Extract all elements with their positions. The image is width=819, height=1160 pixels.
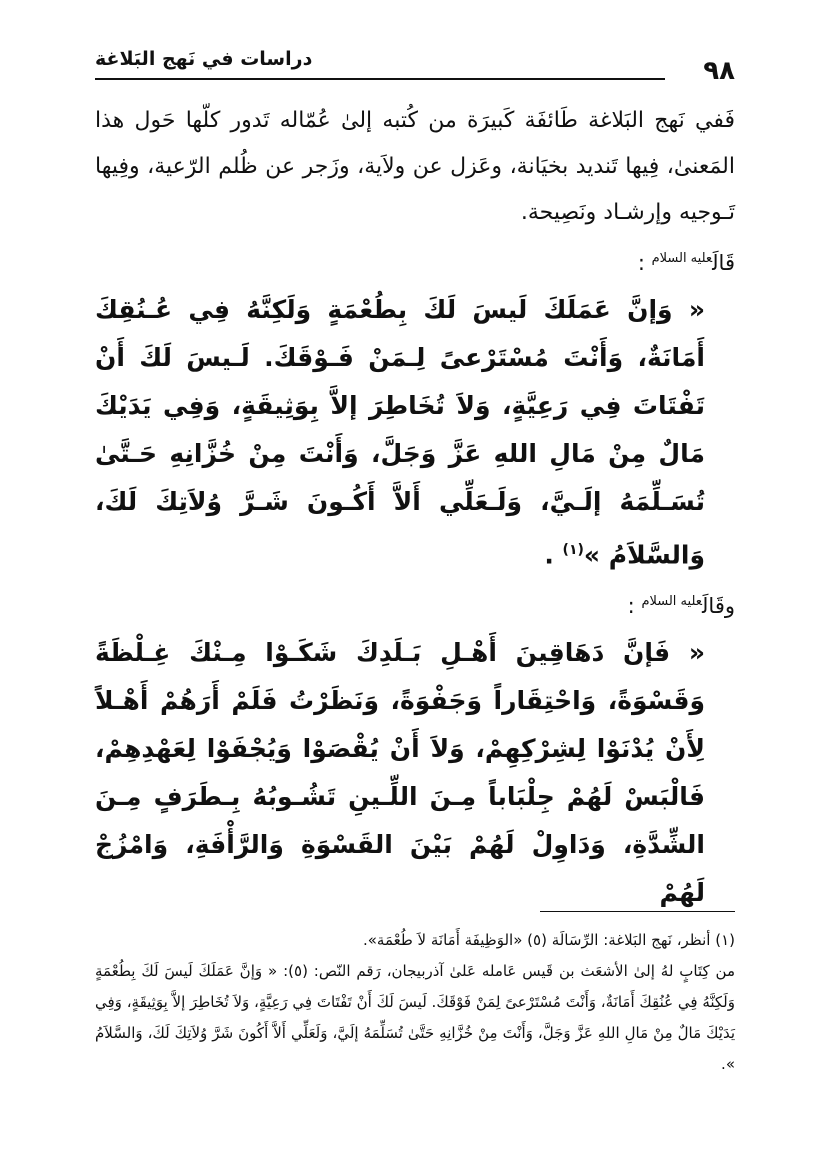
honorific-glyph: عليه السلام <box>641 594 703 610</box>
intro-paragraph: فَفي نَهج البَلاغة طَائفَة كَبيرَة من كُتبه إلىٰ عُمّاله تَدور كلّها حَول هذا المَعنىٰ، فِيها تَنديد بخيَانة، وعَزل عن ولاَية، وزَجر عن ظُلم الرّعية، وفِيها تَـوجيه وإرشـاد ونَصِيحة. <box>95 108 735 225</box>
footnote-rule <box>540 911 735 912</box>
header-rule <box>95 78 665 80</box>
honorific-glyph: عليه السلام <box>651 251 713 266</box>
lead-verb: قَالَ <box>712 251 735 275</box>
quote-2: « فَإنَّ دَهَاقِينَ أَهْـلِ بَـلَدِكَ شَكَـوْا مِـنْكَ غِـلْظَةً وَقَسْوَةً، وَاحْتِقَاراً وَجَفْوَةً، وَنَظَرْتُ فَلَمْ أَرَهُمْ أَهْـلاً لِأَنْ يُدْنَوْا لِشِرْكِهِمْ، وَلاَ أَنْ يُقْصَوْا وَيُجْفَوْا لِعَهْدِهِمْ، فَالْبَسْ لَهُمْ جِلْبَاباً مِـنَ اللِّـينِ تَشُـوبُهُ بِـطَرَفٍ مِـنَ الشِّدَّةِ، وَدَاوِلْ لَهُمْ بَيْنَ القَسْوَةِ وَالرَّأْفَةِ، وَامْزُجْ لَهُمْ <box>95 638 705 908</box>
lead-colon: : <box>637 251 645 275</box>
header-title: دراسات في نَهج البَلاغة <box>95 48 313 70</box>
footnote-ref-1[interactable]: (١) <box>562 542 584 558</box>
footnote-1-body: من كِتَابٍ لهُ إلىٰ الأشعَث بن قَيس عَامله عَلىٰ آذربيجان، رَقم النّص: (٥): « وَإنَّ عَمَلَكَ لَيسَ لَكَ بِطُعْمَةٍ وَلَكِنَّهُ فِي عُنُقِكَ أَمَانَةٌ، وَأَنْتَ مُسْتَرْعىً لِمَنْ فَوْقَكَ. لَيسَ لَكَ أَنْ تَفْتَاتَ فِي رَعِيَّةٍ، وَلاَ تُخَاطِرَ إلاَّ بِوَثِيقَةٍ، وَفِي يَدَيْكَ مَالٌ مِنْ مَالِ اللهِ عَزَّ وَجَلَّ، وَأَنْتَ مِنْ خُزَّانِهِ حَتَّىٰ تُسَلِّمَهُ إلَيَّ، وَلَعَلِّي أَلاَّ أَكُونَ شَرَّ وُلاَتِكَ لَكَ، وَالسَّلاَمُ ». <box>95 962 735 1073</box>
quote-1-end: . <box>544 540 554 570</box>
quote-1-text: « وَإنَّ عَمَلَكَ لَيسَ لَكَ بِطُعْمَةٍ وَلَكِنَّهُ فِي عُـنُقِكَ أَمَانَةٌ، وَأَنْتَ مُسْتَرْعىً لِـمَنْ فَـوْقَكَ. لَـيسَ لَكَ أَنْ تَفْتَاتَ فِي رَعِيَّةٍ، وَلاَ تُخَاطِرَ إلاَّ بِوَثِيقَةٍ، وَفِي يَدَيْكَ مَالٌ مِنْ مَالِ اللهِ عَزَّ وَجَلَّ، وَأَنْتَ مِنْ خُزَّانِهِ حَـتَّىٰ تُسَـلِّمَهُ إلَـيَّ، وَلَـعَلِّي أَلاَّ أَكُـونَ شَـرَّ وُلاَتِكَ لَكَ، وَالسَّلاَمُ » <box>95 295 705 570</box>
quote-lead-2 <box>95 579 735 629</box>
running-header <box>95 42 735 86</box>
main-text <box>95 98 735 917</box>
lead-verb: وقَالَ <box>702 594 735 619</box>
quote-1 <box>95 286 735 579</box>
page-number: ٩٨ <box>703 56 735 86</box>
footnote-1-heading: (١) أنظر، نَهج البَلاغة: الرِّسَالَة (٥) «الوَظِيفَة أَمَانَة لاَ طُعْمَة». <box>362 931 735 949</box>
lead-colon: : <box>627 594 635 619</box>
quote-lead-1 <box>95 236 735 286</box>
footnotes <box>95 925 735 1080</box>
